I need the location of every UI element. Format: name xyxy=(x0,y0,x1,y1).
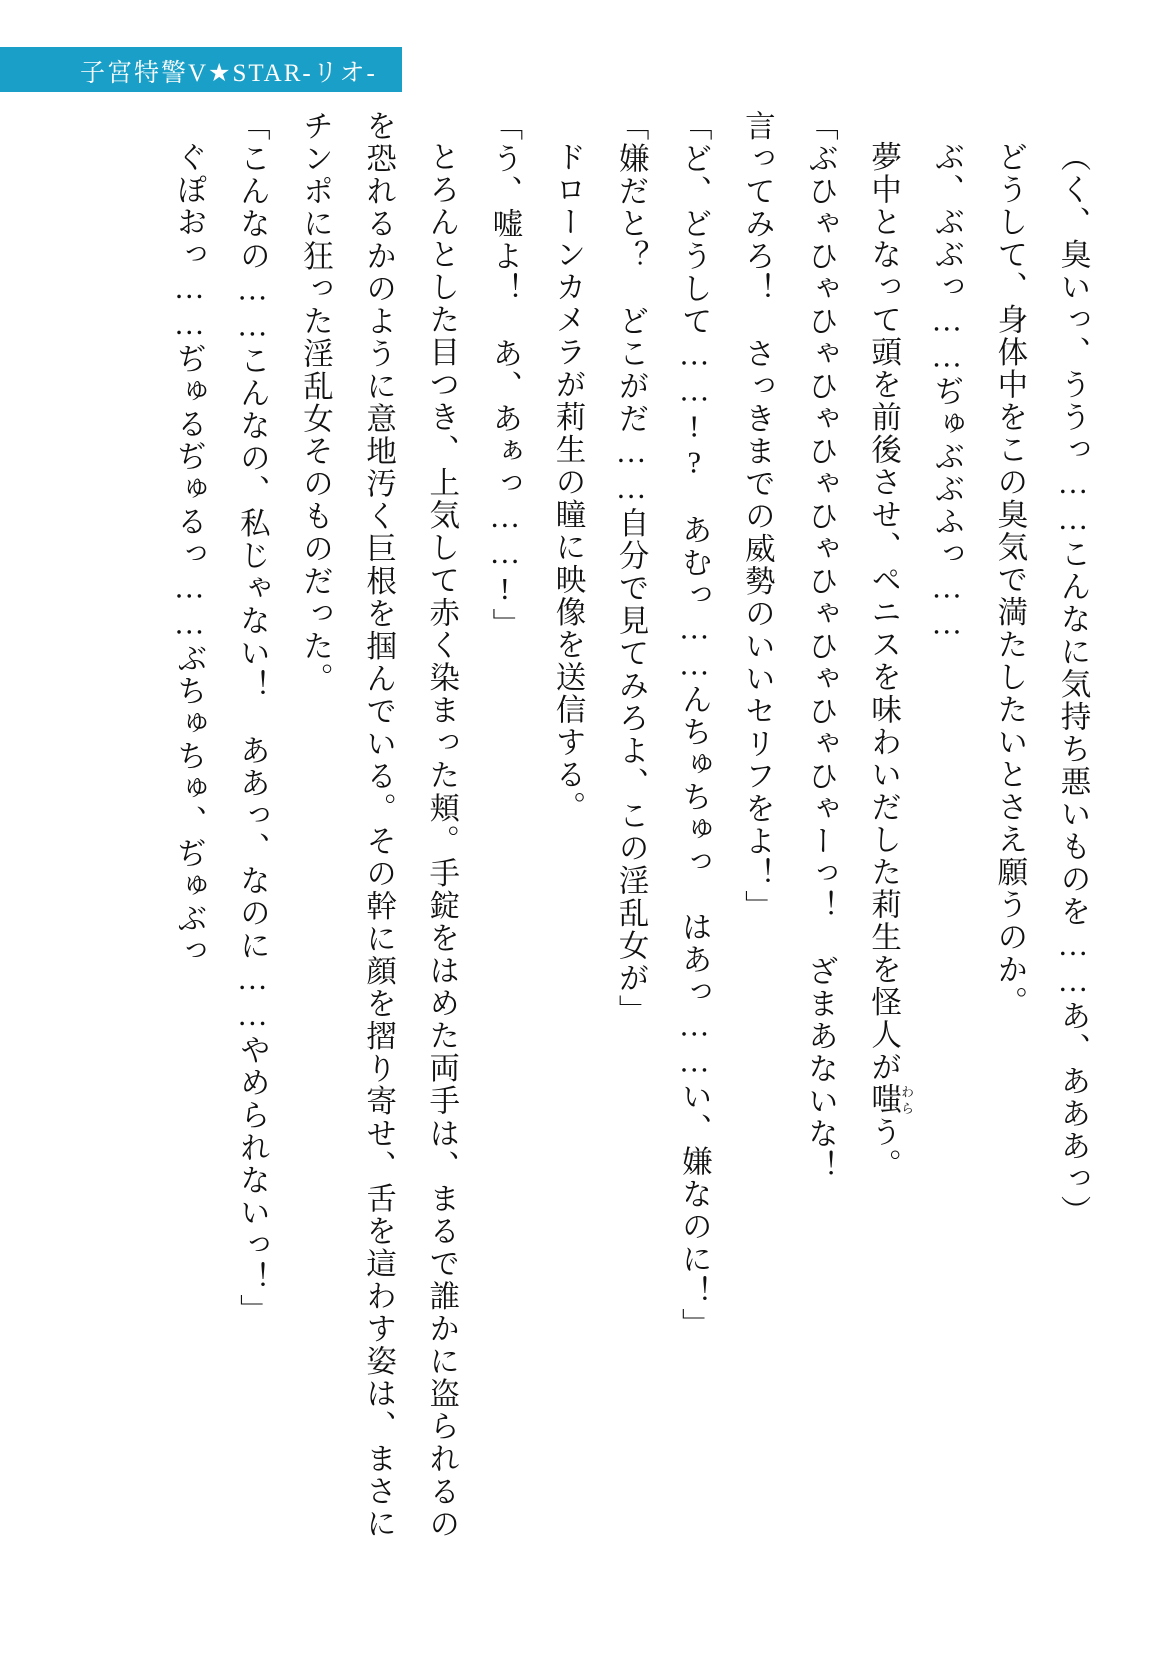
paragraph: 「こんなの……こんなの、私じゃない！ ああっ、なのに……やめられないっ！」 xyxy=(235,110,270,1327)
paragraph: 「ぶひゃひゃひゃひゃひゃひゃひゃひゃひゃひゃーっ！ ざまあないな！ xyxy=(803,110,838,1183)
paragraph: ドローンカメラが莉生の瞳に映像を送信する。 xyxy=(551,140,585,823)
paragraph: 言ってみろ！ さっきまでの威勢のいいセリフをよ！」 xyxy=(740,110,775,923)
paragraph: とろんとした目つき、上気して赤く染まった頬。手錠をはめた両手は、まるで誰かに盗られるのを恐れるかのように意地汚く巨根を掴んでいる。その幹に顔を摺り寄せ、舌を這わす姿は、まさにチンポに狂った淫乱女そのものだった。 xyxy=(298,110,459,1540)
paragraph: どうして、身体中をこの臭気で満たしたいとさえ願うのか。 xyxy=(992,140,1027,1018)
ruby-reading: わら xyxy=(899,1083,915,1116)
ruby-warau: 嗤わら xyxy=(866,1083,915,1116)
paragraph: 「ど、どうして……!? あむっ……んちゅちゅっ はあっ……い、嫌なのに！」 xyxy=(677,110,712,1341)
paragraph: 「嫌だと？ どこがだ……自分で見てみろよ、この淫乱女が」 xyxy=(614,110,649,1027)
body-text-column xyxy=(104,110,1104,1540)
paragraph: （く、臭いっ、ううっ……こんなに気持ち悪いものを……あ、あああっ） xyxy=(1056,140,1090,1227)
paragraph: ぐぽおっ……ぢゅるぢゅるっ……ぶちゅちゅ、ぢゅぶっ xyxy=(172,140,207,967)
paragraph: ぶ、ぶぶっ……ぢゅぶぶふっ…… xyxy=(929,140,964,642)
paragraph: 夢中となって頭を前後させ、ペニスを味わいだした莉生を怪人が嗤わらう。 xyxy=(866,140,915,1181)
paragraph: 「う、嘘よ！ あ、あぁっ……!」 xyxy=(487,110,522,641)
running-title: 子宮特警V★STAR‐リオ‐ xyxy=(80,60,377,87)
